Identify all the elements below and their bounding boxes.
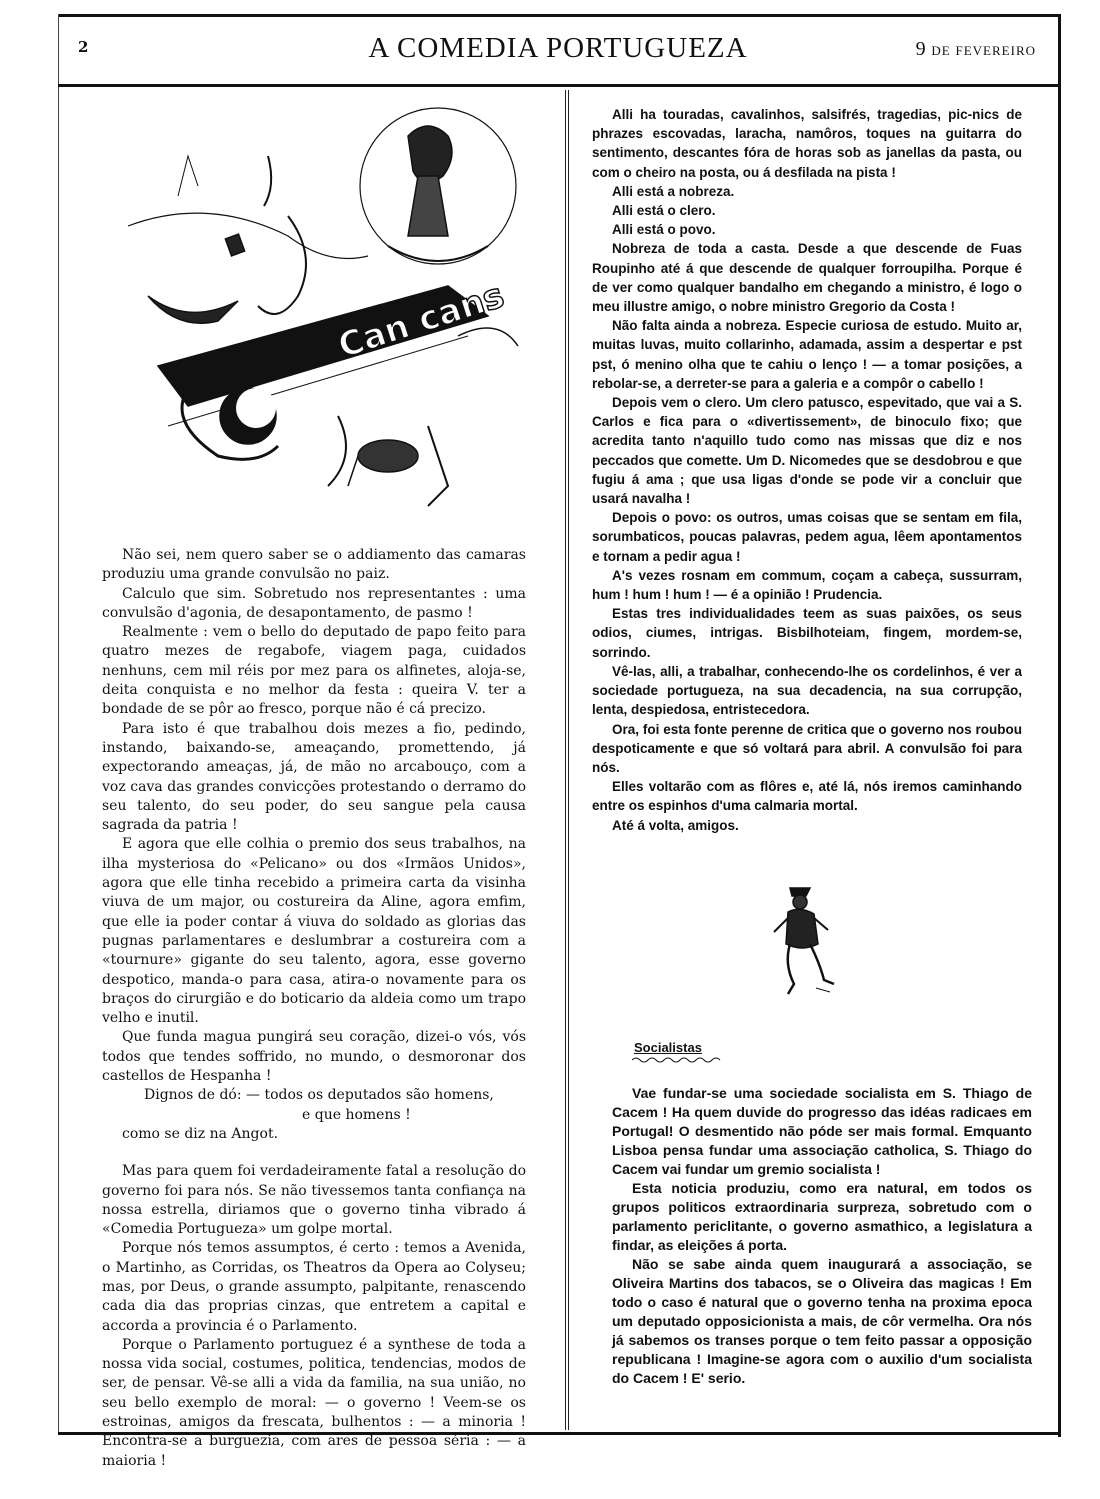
right-paragraph-3: Alli está o clero. <box>612 203 716 219</box>
left-paragraph-1: Não sei, nem quero saber se o addiamento das camaras produziu uma grande convulsão no paiz. <box>102 547 526 583</box>
left-paragraph-7: Mas para quem foi verdadeiramente fatal a resolução do governo foi para nós. Se não tivessemos tanta confiança na nossa estrella, diriamos que o governo tinha vibrado á «Comedia Portugueza» um golpe mortal. <box>102 1163 526 1238</box>
right-paragraph-6: Não falta ainda a nobreza. Especie curiosa de estudo. Muito ar, muitas luvas, muito collarinho, adamada, assim a despertar e pst pst, ó menino olha que te cahiu o lenço ! — a tomar posições, a rebolar-se, a derreter-se para a galeria e a compôr o cabello ! <box>592 318 1022 391</box>
column-divider <box>565 90 569 1430</box>
dancing-figure-illustration <box>760 884 850 1004</box>
paragraph-gap <box>102 1144 526 1162</box>
right-paragraph-7: Depois vem o clero. Um clero patusco, espevitado, que vai a S. Carlos e fica para o «divertissement», de binoculo fixo; que acredita tanto n'aquillo tudo como nas missas que diz e nos peccados que comette. Um D. Nicomedes que se desdobrou e que fugiu á ama ; que usa ligas d'onde se pode vir a concluir que usará navalha ! <box>592 395 1022 507</box>
right-column <box>592 105 1022 835</box>
left-paragraph-5: E agora que elle colhia o premio dos seus trabalhos, na ilha mysteriosa do «Pelicano» ou dos «Irmãos Unidos», agora que elle tinha recebido a primeira carta da visinha viuva de um major, ou costureira da Aline, agora emfim, que elle ia poder contar á viuva do soldado as glorias das pugnas parlamentares e deslumbrar a costureira com a «tournure» gigante do seu talento, agora, esse governo despotico, manda-o para casa, atira-o novamente para os braços do cirurgião e do boticario da aldeia como um trapo velho e inutil. <box>102 836 526 1027</box>
right-paragraph-12: Ora, foi esta fonte perenne de critica que o governo nos roubou despoticamente e que só voltará para abril. A convulsão foi para nós. <box>592 721 1022 775</box>
masthead: A COMEDIA PORTUGUEZA <box>368 32 748 64</box>
issue-date <box>916 38 1036 61</box>
date-de: DE <box>931 43 951 58</box>
left-paragraph-9: Porque o Parlamento portuguez é a synthese de toda a nossa vida social, costumes, politica, tendencias, modos de ser, de pensar. Vê-se alli a vida da familia, na sua união, no seu bello exemplo de moral: — o governo ! Veem-se os estroinas, amigos da frescata, bulhentos : — a minoria ! Encontra-se a burguezia, com ares de pessoa séria : — a maioria ! <box>102 1336 526 1469</box>
socialistas-paragraph-2: Esta noticia produziu, como era natural, em todos os grupos politicos extraordinaria surpreza, sobretudo com o parlamento periclitante, o governo asmathico, a legislatura a findar, as eleições á porta. <box>612 1180 1032 1253</box>
date-month: FEVEREIRO <box>955 43 1036 58</box>
right-paragraph-11: Vê-las, alli, a trabalhar, conhecendo-lhe os cordelinhos, é ver a sociedade portugueza, na sua decadencia, na sua corrupção, lenta, despiedosa, entristecedora. <box>592 663 1022 718</box>
right-paragraph-5: Nobreza de toda a casta. Desde a que descende de Fuas Roupinho até á que descende de qualquer forroupilha. Porque é de ver como qualquer bandalho em chegando a ministro, é logo o meu illustre amigo, o nobre ministro Gregorio da Costa ! <box>592 241 1022 315</box>
left-paragraph-3: Realmente : vem o bello do deputado de papo feito para quatro mezes de regabofe, viagem paga, cuidados nenhuns, cem mil réis por mez para os alfinetes, aloja-se, deita conquista e no melhor da festa : queira V. ter a bondade de se pôr ao fresco, porque não é cá precizo. <box>102 624 526 718</box>
socialistas-paragraph-3: Não se sabe ainda quem inaugurará a associação, se Oliveira Martins dos tabacos, se o Oliveira das magicas ! Em todo o caso é natural que o governo tenha na proxima epoca um deputado opposicionista a mais, de côr vermelha. Ora nós já sabemos os transes porque o tem feito passar a opposição republicana ! Imagine-se agora com o auxilio d'um socialista do Cacem ! E' serio. <box>612 1256 1032 1386</box>
title-wave-underline <box>632 1056 722 1064</box>
left-paragraph-8: Porque nós temos assumptos, é certo : temos a Avenida, o Martinho, as Corridas, os Theatros da Opera ao Colyseu; mas, por Deus, o grande assumpto, palpitante, renascendo cada dia das proprias cinzas, que entretem a capital e accorda a provincia é o Parlamento. <box>102 1240 526 1334</box>
right-paragraph-13: Elles voltarão com as flôres e, até lá, nós iremos caminhando entre os espinhos d'uma calmaria mortal. <box>592 779 1022 814</box>
bottom-rule <box>58 1432 1061 1435</box>
page-header <box>58 24 1058 87</box>
page-number: 2 <box>78 38 89 56</box>
right-paragraph-8: Depois o povo: os outros, umas coisas que se sentam em fila, sorumbaticos, poucas palavras, pedem agua, lêem apontamentos e tornam a pedir agua ! <box>592 510 1022 564</box>
left-paragraph-4: Para isto é que trabalhou dois mezes a fio, pedindo, instando, baixando-se, ameaçando, promettendo, já expectorando ameaças, já, de mão no arcabouço, com a voz cava das grandes convicções protestando o derramo do seu talento, do seu poder, do seu sangue pela causa sagrada da patria ! <box>102 720 526 834</box>
left-column <box>102 546 526 1471</box>
illustration-caption: Can cans <box>333 275 509 367</box>
can-can-illustration <box>88 96 528 516</box>
socialistas-paragraph-1: Vae fundar-se uma sociedade socialista em S. Thiago de Cacem ! Ha quem duvide do progresso das idéas radicaes em Portugal! O desmentido não póde ser mais formal. Emquanto Lisboa pensa fundar uma associação catholica, S. Thiago do Cacem vai fundar um gremio socialista ! <box>612 1085 1032 1177</box>
section-title-socialistas: Socialistas <box>634 1040 702 1055</box>
date-day: 9 <box>915 38 927 60</box>
verse-line-3: como se diz na Angot. <box>122 1125 279 1142</box>
right-paragraph-2: Alli está a nobreza. <box>612 183 735 199</box>
right-paragraph-10: Estas tres individualidades teem as suas paixões, os seus odios, ciumes, intrigas. Bisbilhoteiam, fingem, mordem-se, sorrindo. <box>592 606 1022 660</box>
left-paragraph-2: Calculo que sim. Sobretudo nos representantes : uma convulsão d'agonia, de desapontamento, de pasmo ! <box>102 585 526 621</box>
verse-line-2: e que homens ! <box>302 1106 411 1123</box>
right-paragraph-9: A's vezes rosnam em commum, coçam a cabeça, sussurram, hum ! hum ! hum ! — é a opinião ! Prudencia. <box>592 567 1022 603</box>
right-paragraph-4: Alli está o povo. <box>612 222 716 238</box>
verse-line-1: Dignos de dó: — todos os deputados são homens, <box>144 1087 494 1104</box>
right-paragraph-1: Alli ha touradas, cavalinhos, salsifrés, tragedias, pic-nics de phrazes escovadas, laracha, namôros, toques na guitarra do sentimento, descantes fóra de horas sob as janellas da pasta, ou com o cheiro na posta, ou á desfilada na pista ! <box>592 107 1022 180</box>
left-margin-rule <box>58 14 59 1434</box>
left-paragraph-6: Que funda magua pungirá seu coração, dizei-o vós, vós todos que tendes soffrido, no mundo, o desmoronar dos castellos de Hespanha ! <box>102 1029 526 1085</box>
right-paragraph-14: Até á volta, amigos. <box>612 817 739 833</box>
socialistas-article <box>612 1084 1032 1388</box>
